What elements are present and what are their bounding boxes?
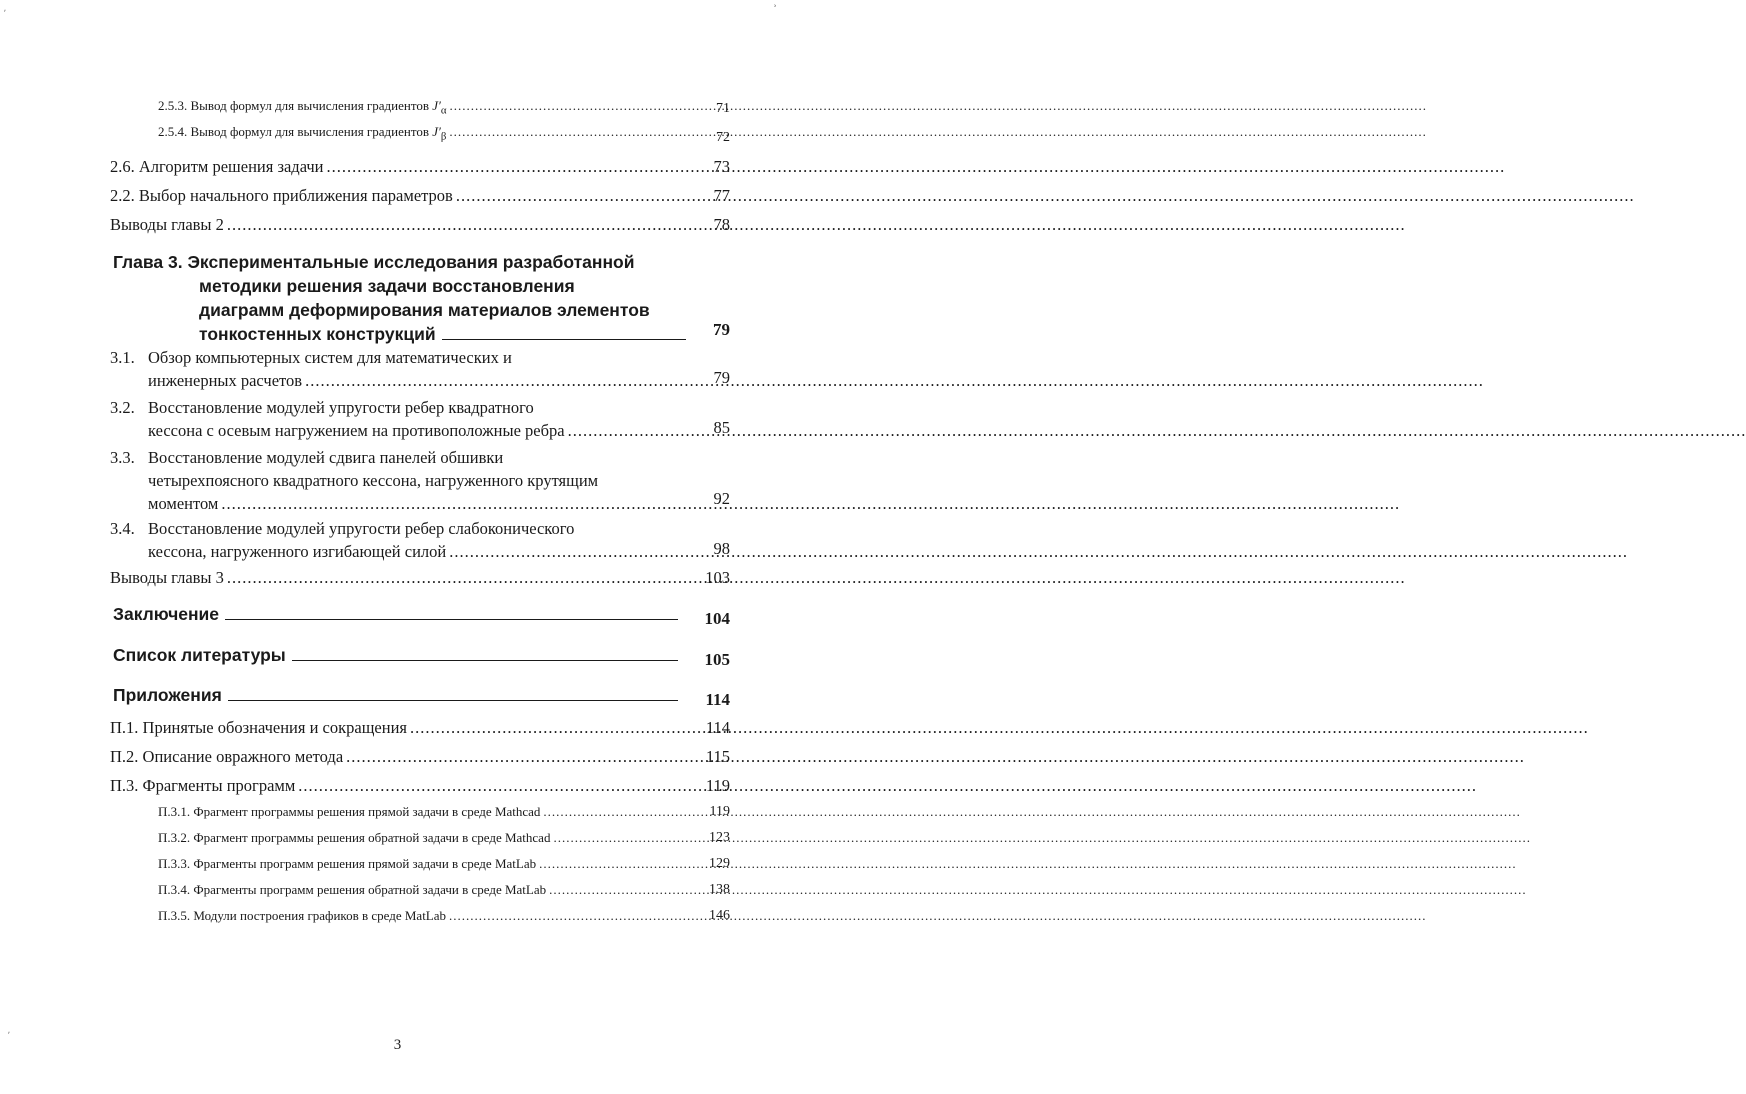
leader-dots [298, 776, 1477, 796]
toc-page-3-4: 98 [713, 539, 730, 558]
toc-entry-p3[interactable]: П.3. Фрагменты программ ..... [110, 776, 685, 796]
leader-dots [449, 908, 1427, 924]
scan-speck-icon: ʹ [4, 8, 6, 18]
scan-mark-icon: ʾ [773, 2, 777, 16]
toc-entry-conclusions-2[interactable]: Выводы главы 2 ..... [110, 215, 685, 235]
toc-page-2-5-3: 71 [716, 101, 730, 116]
leader-dots [227, 215, 1406, 235]
toc-page-p3-4: 138 [709, 882, 730, 897]
leader-dots [449, 540, 1628, 563]
leader-dots [543, 804, 1521, 820]
leader-dots [568, 419, 1746, 442]
section-number: 3.2. [110, 398, 135, 417]
toc-entry-p3-4[interactable]: П.3.4. Фрагменты программ решения обратной задачи в среде MatLab ..... [158, 882, 686, 898]
leader-dots [305, 369, 1484, 392]
toc-page-conclusion: 104 [704, 609, 730, 628]
toc-page-appendices: 114 [705, 690, 730, 709]
toc-page-p2: 115 [705, 747, 730, 766]
toc-page-p1: 114 [705, 718, 730, 737]
leader-dots [456, 186, 1635, 206]
leader-underline [292, 646, 678, 661]
gradient-subscript: β [440, 130, 447, 143]
toc-label: 2.5.3. Вывод формул для вычисления градиентов [158, 98, 433, 113]
chapter-title-line: диаграмм деформирования материалов элементов [199, 300, 650, 320]
gradient-symbol: J′ [432, 98, 441, 113]
toc-label: 2.5.4. Вывод формул для вычисления градиентов [158, 124, 433, 139]
leader-dots [549, 882, 1527, 898]
toc-page-references: 105 [704, 650, 730, 669]
toc-page-chapter-3: 79 [713, 320, 730, 339]
leader-dots [450, 98, 1428, 114]
chapter-title-line: методики решения задачи восстановления [199, 276, 575, 296]
toc-entry-p3-1[interactable]: П.3.1. Фрагмент программы решения прямой задачи в среде Mathcad ..... [158, 804, 686, 820]
toc-entry-p2[interactable]: П.2. Описание овражного метода ..... [110, 747, 685, 767]
toc-entry-p1[interactable]: П.1. Принятые обозначения и сокращения ..... [110, 718, 685, 738]
leader-dots [410, 718, 1589, 738]
gradient-subscript: α [440, 104, 447, 117]
page-number: 3 [393, 1037, 402, 1053]
toc-page-conclusions-2: 78 [713, 215, 730, 234]
toc-page-2-2: 77 [713, 186, 730, 205]
leader-dots [221, 492, 1400, 515]
toc-entry-2-6[interactable]: 2.6. Алгоритм решения задачи ..... [110, 157, 685, 177]
section-number: 3.1. [110, 348, 135, 367]
toc-page-p3: 119 [705, 776, 730, 795]
toc-page-3-2: 85 [713, 418, 730, 437]
leader-underline [228, 686, 678, 701]
toc-entry-3-2[interactable]: 3.2. Восстановление модулей упругости ребер квадратного кессона с осевым нагружением на противоположные ребра ..... [110, 396, 690, 442]
scan-speck-icon: ʹ [8, 1030, 10, 1040]
toc-page-conclusions-3: 103 [705, 568, 730, 587]
leader-underline [225, 605, 678, 620]
toc-entry-conclusion[interactable]: Заключение [113, 604, 678, 625]
chapter-title-line: Глава 3. Экспериментальные исследования разработанной [113, 252, 635, 272]
toc-entry-3-1[interactable]: 3.1. Обзор компьютерных систем для математических и инженерных расчетов ..... [110, 346, 690, 392]
toc-entry-p3-3[interactable]: П.3.3. Фрагменты программ решения прямой задачи в среде MatLab ..... [158, 856, 686, 872]
toc-entry-appendices[interactable]: Приложения [113, 685, 678, 706]
leader-dots [346, 747, 1525, 767]
leader-dots [327, 157, 1506, 177]
chapter-title-line: тонкостенных конструкций [199, 324, 436, 344]
toc-chapter-3[interactable] [113, 250, 688, 346]
toc-entry-2-5-4[interactable] [158, 124, 686, 143]
leader-dots [449, 124, 1427, 140]
toc-entry-p3-5[interactable]: П.3.5. Модули построения графиков в среде MatLab ..... [158, 908, 686, 924]
leader-dots [539, 856, 1517, 872]
toc-page-3-3: 92 [713, 489, 730, 508]
toc-entry-p3-2[interactable]: П.3.2. Фрагмент программы решения обратной задачи в среде Mathcad ..... [158, 830, 686, 846]
toc-page-2-5-4: 72 [716, 130, 730, 145]
toc-entry-3-3[interactable]: 3.3. Восстановление модулей сдвига панелей обшивки четырехпоясного квадратного кессона, нагруженного крутящим моментом ..... [110, 446, 690, 515]
toc-page-p3-5: 146 [709, 908, 730, 923]
toc-page-p3-3: 129 [709, 856, 730, 871]
toc-page-3-1: 79 [713, 368, 730, 387]
leader-dots [553, 830, 1531, 846]
toc-page [0, 0, 795, 1094]
leader-underline [442, 325, 686, 340]
toc-page-2-6: 73 [713, 157, 730, 176]
toc-entry-2-2[interactable]: 2.2. Выбор начального приближения параметров ..... [110, 186, 685, 206]
section-number: 3.3. [110, 448, 135, 467]
leader-dots [227, 568, 1406, 588]
toc-page-p3-1: 119 [709, 804, 730, 819]
toc-entry-conclusions-3[interactable]: Выводы главы 3 ..... [110, 568, 685, 588]
toc-entry-3-4[interactable]: 3.4. Восстановление модулей упругости ребер слабоконического кессона, нагруженного изгибающей силой ..... [110, 517, 690, 563]
toc-entry-2-5-3[interactable] [158, 98, 686, 117]
section-number: 3.4. [110, 519, 135, 538]
toc-page-p3-2: 123 [709, 830, 730, 845]
gradient-symbol: J′ [432, 124, 441, 139]
toc-entry-references[interactable]: Список литературы [113, 645, 678, 666]
